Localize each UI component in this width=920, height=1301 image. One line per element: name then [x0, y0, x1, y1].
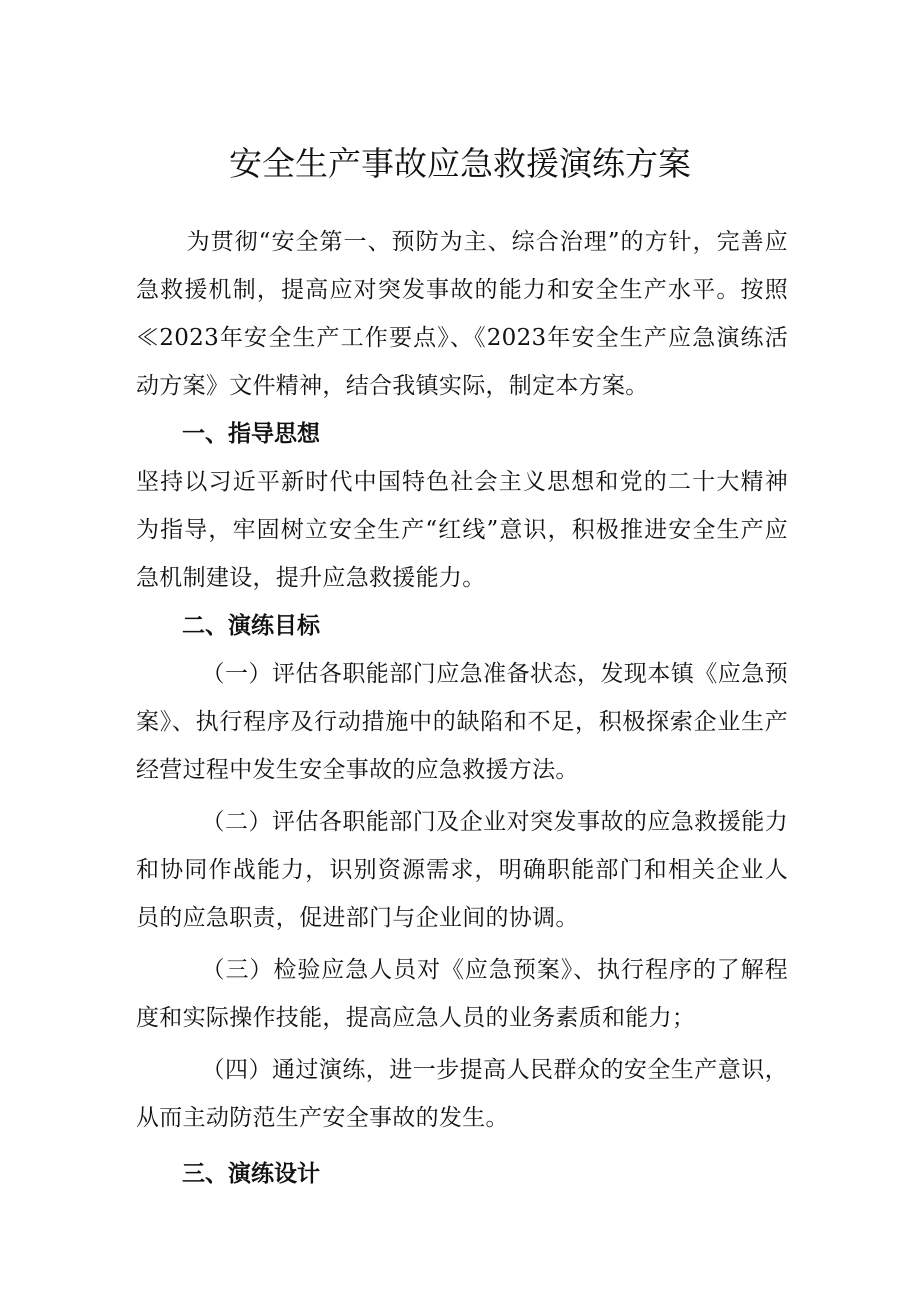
section-paragraph: 坚持以习近平新时代中国特色社会主义思想和党的二十大精神为指导，牢固树立安全生产“红线”意识，积极推进安全生产应急机制建设，提升应急救援能力。: [136, 469, 788, 591]
intro-paragraph: 为贯彻“安全第一、预防为主、综合治理”的方针，完善应急救援机制，提高应对突发事故的能力和安全生产水平。按照≪2023年安全生产工作要点》、《2023年安全生产应急演练活动方案》文件精神，结合我镇实际，制定本方案。: [136, 229, 788, 399]
section-drill-goals: [136, 602, 788, 1142]
goal-item-2: （二）评估各职能部门及企业对突发事故的应急救援能力和协同作战能力，识别资源需求，明确职能部门和相关企业人员的应急职责，促进部门与企业间的协调。: [136, 809, 788, 931]
section-drill-design: [136, 1150, 788, 1198]
section-heading: 三、演练设计: [182, 1161, 320, 1187]
document-body: [136, 218, 788, 1198]
section-guiding-ideology: [136, 410, 788, 602]
section-heading: 二、演练目标: [182, 613, 320, 639]
section-heading: 一、指导思想: [182, 421, 320, 447]
goal-item-4: （四）通过演练，进一步提高人民群众的安全生产意识，从而主动防范生产安全事故的发生。: [136, 1057, 788, 1131]
goal-item-1: （一）评估各职能部门应急准备状态，发现本镇《应急预案》、执行程序及行动措施中的缺陷和不足，积极探索企业生产经营过程中发生安全事故的应急救援方法。: [136, 661, 788, 783]
goal-item-3: （三）检验应急人员对《应急预案》、执行程序的了解程度和实际操作技能，提高应急人员的业务素质和能力；: [136, 957, 788, 1031]
document-title: 安全生产事故应急救援演练方案: [229, 144, 691, 183]
